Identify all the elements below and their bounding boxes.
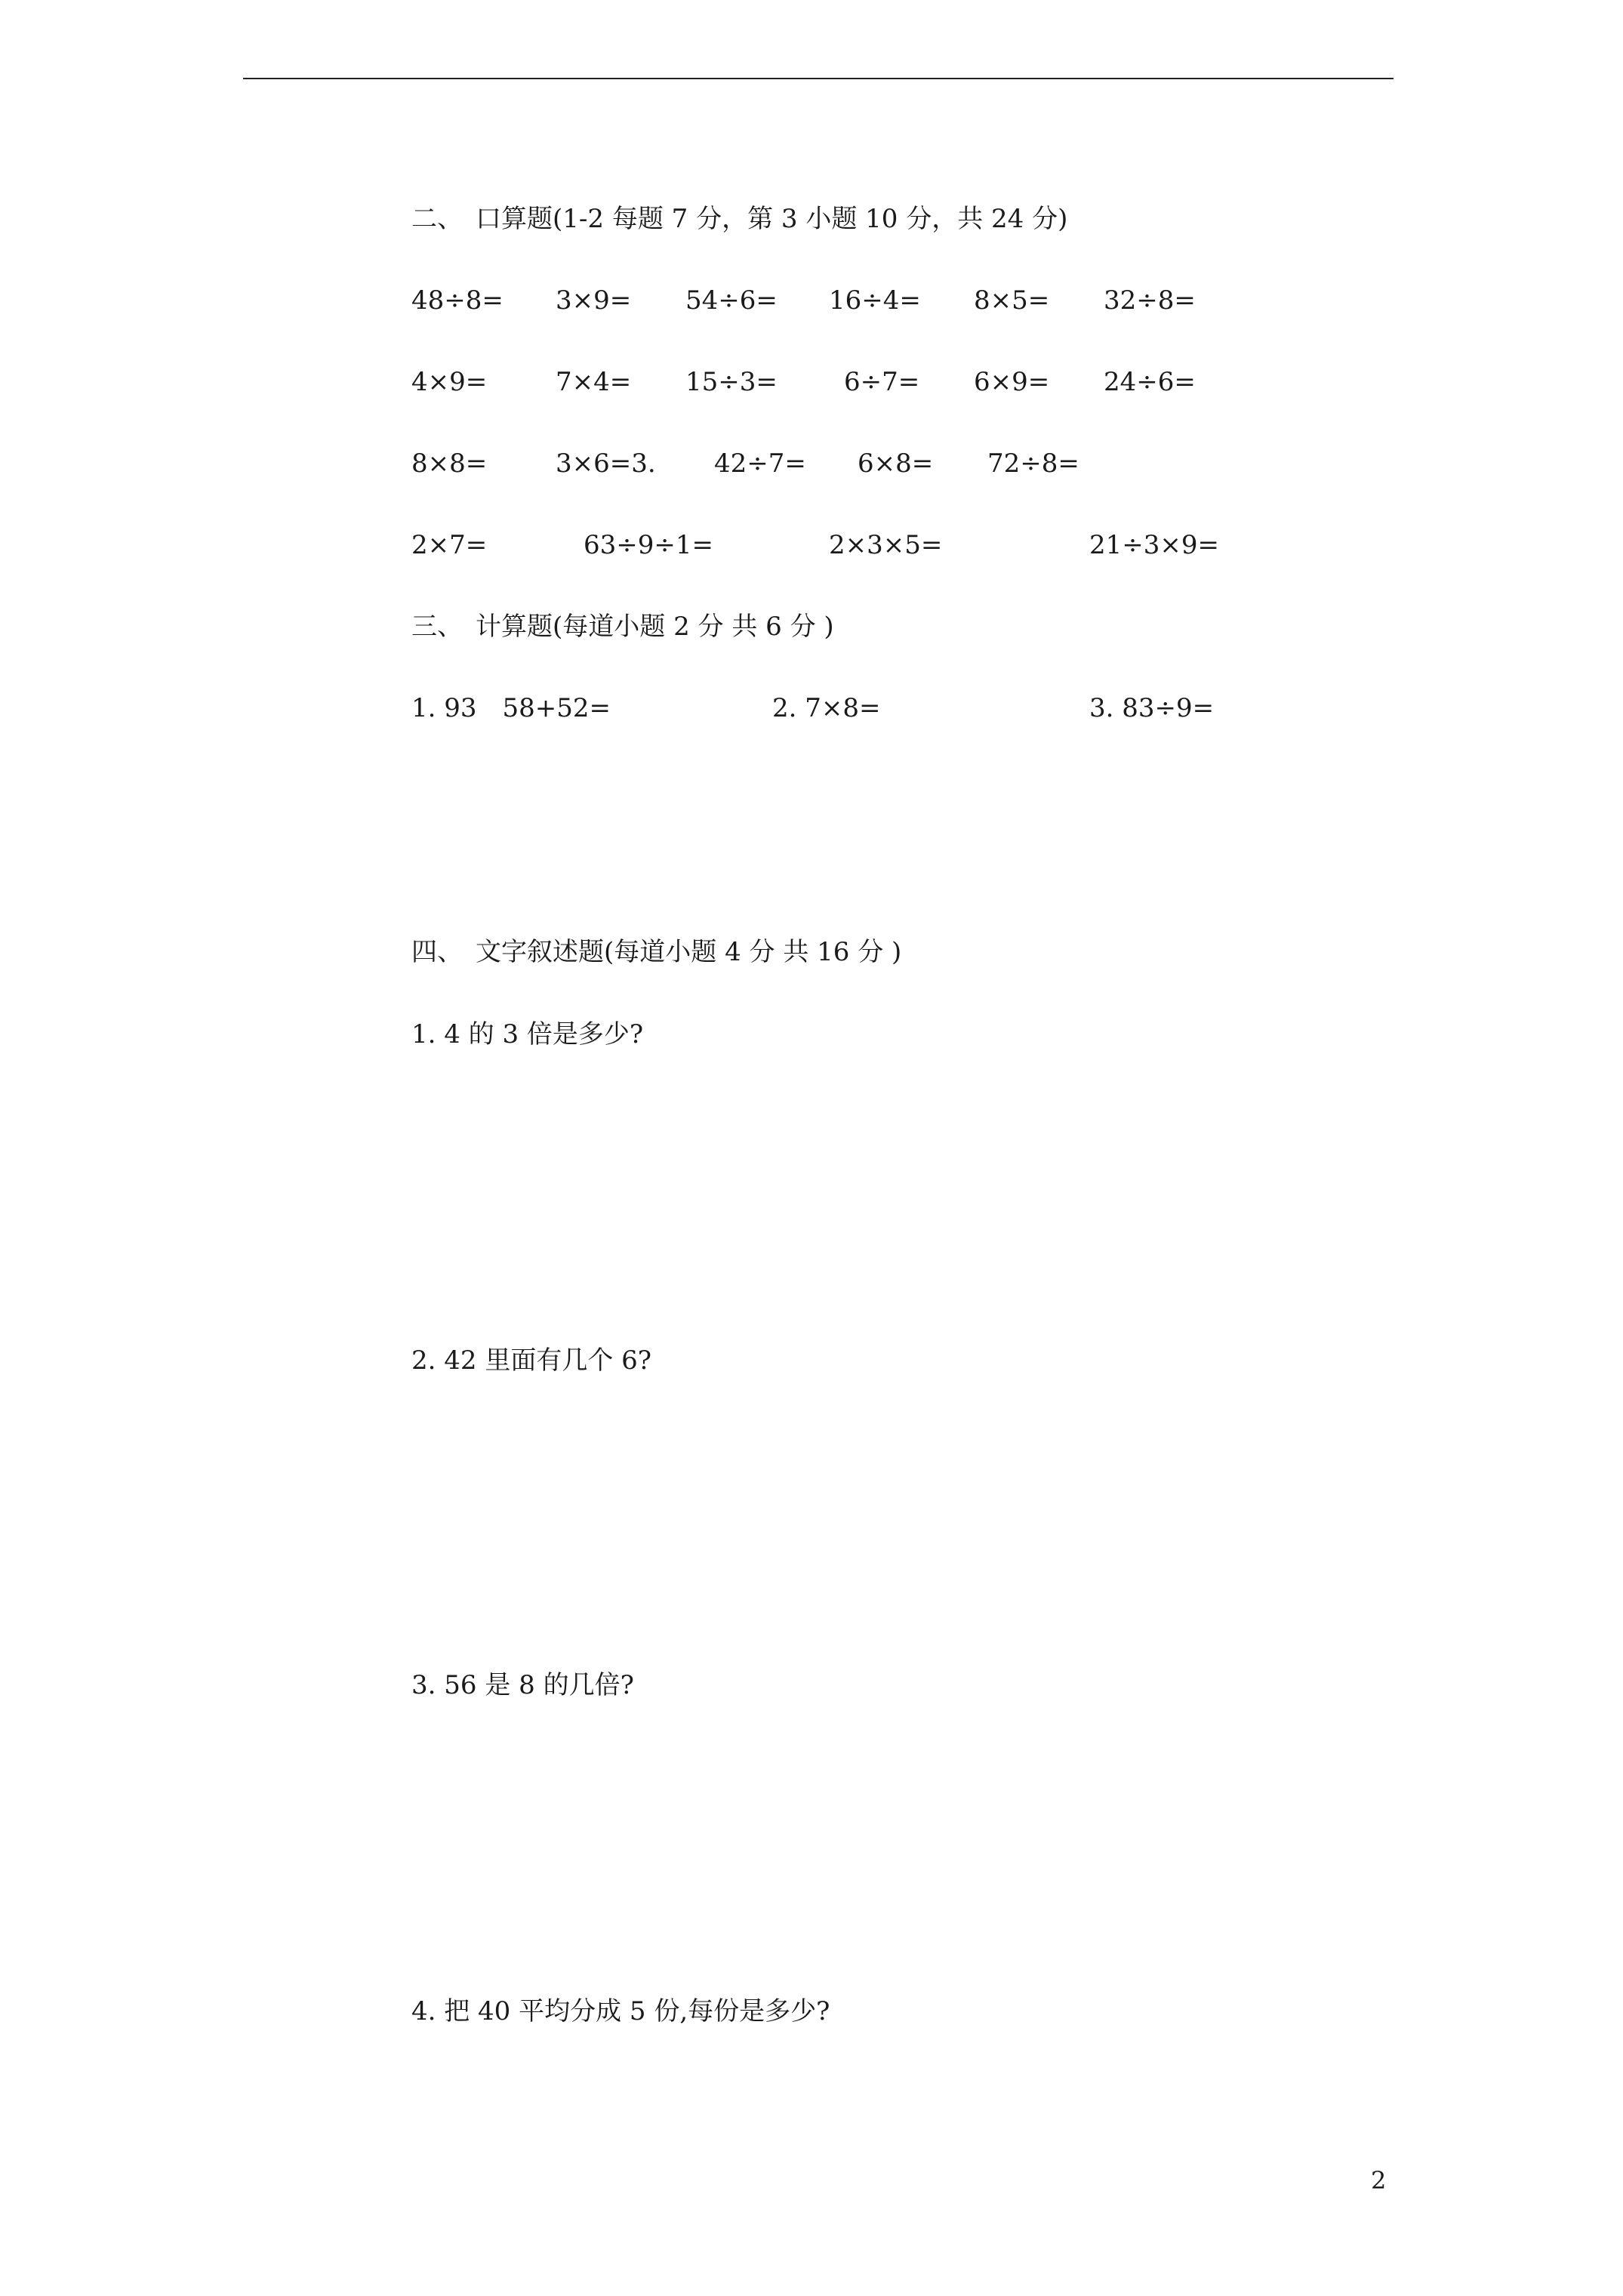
oral-item: 72÷8=	[987, 448, 1079, 479]
oral-item: 8×8=	[411, 448, 488, 479]
oral-item: 15÷3=	[685, 367, 778, 397]
calc-item: 2. 7×8=	[772, 693, 881, 723]
oral-item: 2×3×5=	[829, 530, 943, 560]
calc-item: 1. 93 58+52=	[411, 693, 611, 723]
word-problem: 4. 把 40 平均分成 5 份,每份是多少?	[411, 1996, 830, 2026]
page-number: 2	[1371, 2166, 1387, 2195]
oral-item: 3×9=	[556, 285, 632, 316]
section-4-heading: 四、 文字叙述题(每道小题 4 分 共 16 分 )	[411, 937, 902, 967]
word-problem: 2. 42 里面有几个 6?	[411, 1345, 651, 1376]
oral-item: 21÷3×9=	[1089, 530, 1219, 560]
oral-item: 6÷7=	[844, 367, 920, 397]
oral-item: 4×9=	[411, 367, 488, 397]
oral-item: 8×5=	[974, 285, 1050, 316]
oral-item: 2×7=	[411, 530, 488, 560]
oral-item: 32÷8=	[1104, 285, 1196, 316]
section-3-heading: 三、 计算题(每道小题 2 分 共 6 分 )	[411, 612, 834, 642]
oral-item: 7×4=	[556, 367, 632, 397]
section-2-heading: 二、 口算题(1-2 每题 7 分，第 3 小题 10 分，共 24 分)	[411, 204, 1068, 234]
oral-item: 24÷6=	[1104, 367, 1196, 397]
oral-item: 63÷9÷1=	[584, 530, 713, 560]
calc-item: 3. 83÷9=	[1089, 693, 1215, 723]
oral-item: 54÷6=	[685, 285, 778, 316]
oral-item: 6×9=	[974, 367, 1050, 397]
oral-item: 6×8=	[858, 448, 934, 479]
header-rule	[243, 78, 1394, 79]
oral-item: 48÷8=	[411, 285, 504, 316]
oral-item: 16÷4=	[829, 285, 921, 316]
oral-item: 3×6=3.	[556, 448, 656, 479]
oral-item: 42÷7=	[714, 448, 806, 479]
word-problem: 1. 4 的 3 倍是多少?	[411, 1019, 644, 1049]
word-problem: 3. 56 是 8 的几倍?	[411, 1670, 634, 1700]
